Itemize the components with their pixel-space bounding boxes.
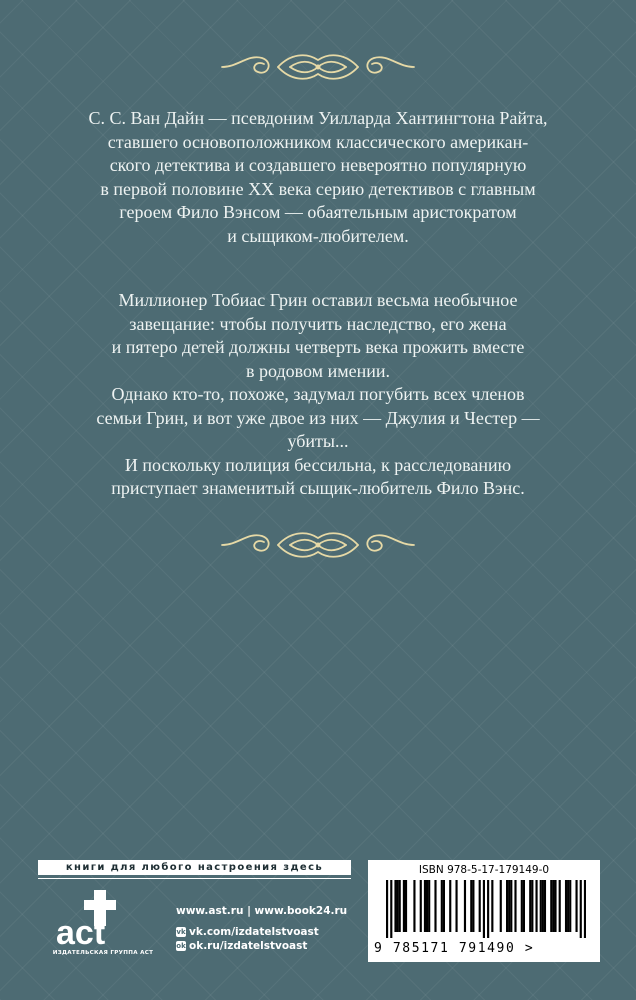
plot-line: завещание: чтобы получить наследство, его жена	[129, 313, 507, 334]
barcode-bar	[535, 880, 537, 932]
barcode-bar	[554, 880, 556, 932]
ast-logo-icon	[50, 886, 134, 950]
flourish-ornament-bottom	[218, 522, 418, 568]
barcode-bar	[399, 880, 401, 932]
barcode-bar	[403, 880, 405, 932]
barcode-bar	[420, 880, 422, 932]
plot-summary	[60, 289, 576, 501]
plot-line: в родовом имении.	[246, 360, 390, 381]
isbn-label: ISBN 978-5-17-179149-0	[418, 864, 550, 876]
barcode-bar	[470, 880, 472, 932]
barcode-bar	[464, 880, 466, 932]
barcode-bar	[580, 880, 582, 938]
barcode-bar	[510, 880, 512, 932]
barcode-bar	[424, 880, 426, 932]
barcode-bar	[394, 880, 396, 932]
barcode-box	[368, 860, 600, 962]
barcode-bar	[449, 880, 451, 932]
publisher-links	[176, 904, 347, 953]
plot-line: и пятеро детей должны четверть века прожить вместе	[111, 337, 525, 357]
barcode-bar	[584, 880, 586, 938]
top-ornament	[218, 44, 418, 90]
barcode-bar	[531, 880, 533, 932]
author-bio	[60, 107, 576, 248]
barcode-bar	[500, 880, 502, 932]
barcode-bar	[514, 880, 516, 932]
barcode-bar	[544, 880, 546, 932]
barcode-bar	[529, 880, 531, 932]
bio-line: ского детектива и создавшего невероятно популярную	[109, 155, 527, 175]
barcode-bar	[455, 880, 457, 932]
publisher-logo	[50, 886, 134, 950]
barcode-bar	[508, 880, 510, 932]
barcode-bar	[386, 880, 388, 938]
barcode-bar	[550, 880, 552, 932]
bio-line: ставшего основоположником классического американ-	[107, 131, 529, 152]
plot-line: семьи Грин, и вот уже двое из них — Джулия и Честер —	[96, 407, 540, 428]
ok-icon: ok	[176, 942, 186, 950]
sites-link[interactable]: www.ast.ru | www.book24.ru	[176, 905, 348, 917]
barcode-bar	[390, 880, 392, 938]
barcode-bar	[397, 880, 399, 932]
barcode-bar	[565, 880, 567, 932]
plot-line: убиты...	[287, 431, 349, 451]
barcode-bar	[521, 880, 523, 932]
barcode-bar	[413, 880, 415, 932]
bio-line: в первой половине XX века серию детективов с главным	[100, 178, 536, 199]
flourish-ornament-top	[218, 44, 418, 90]
plot-line: Миллионер Тобиас Грин оставил весьма необычное	[118, 290, 518, 310]
barcode-bar	[523, 880, 525, 932]
barcode-bar	[426, 880, 428, 932]
barcode	[386, 880, 586, 938]
barcode-bar	[472, 880, 474, 932]
barcode-digits: 9 785171 791490 >	[374, 941, 535, 956]
publisher-name: ИЗДАТЕЛЬСКАЯ ГРУППА АСТ	[52, 950, 154, 956]
vk-icon: vk	[176, 928, 186, 936]
bottom-ornament	[218, 522, 418, 568]
barcode-bar	[443, 880, 445, 932]
ok-link[interactable]: ok.ru/izdatelstvoast	[189, 940, 308, 952]
logo-text: act	[56, 914, 106, 950]
barcode-bar	[483, 880, 485, 938]
plot-line: приступает знаменитый сыщик-любитель Фило Вэнс.	[111, 478, 525, 498]
barcode-bar	[441, 880, 443, 932]
barcode-bar	[506, 880, 508, 932]
barcode-bar	[428, 880, 430, 932]
bio-line: и сыщиком-любителем.	[227, 225, 409, 246]
barcode-bar	[491, 880, 493, 932]
plot-line: Однако кто-то, похоже, задумал погубить всех членов	[111, 384, 525, 404]
tagline-rule	[38, 878, 351, 879]
barcode-bar	[405, 880, 407, 932]
tagline-banner: книги для любого настроения здесь	[38, 860, 351, 875]
barcode-bar	[487, 880, 489, 938]
barcode-bar	[542, 880, 544, 932]
barcode-bar	[567, 880, 569, 932]
plot-line: И поскольку полиция бессильна, к расследованию	[124, 454, 512, 475]
barcode-bar	[575, 880, 577, 932]
vk-link[interactable]: vk.com/izdatelstvoast	[189, 926, 319, 938]
barcode-bar	[540, 880, 542, 932]
barcode-bar	[479, 880, 481, 932]
barcode-bar	[569, 880, 571, 932]
bio-line: героем Фило Вэнсом — обаятельным аристократом	[119, 202, 517, 222]
bio-line: С. С. Ван Дайн — псевдоним Уилларда Хантингтона Райта,	[88, 108, 548, 128]
barcode-bar	[552, 880, 554, 932]
barcode-bar	[434, 880, 436, 932]
barcode-bar	[559, 880, 561, 932]
